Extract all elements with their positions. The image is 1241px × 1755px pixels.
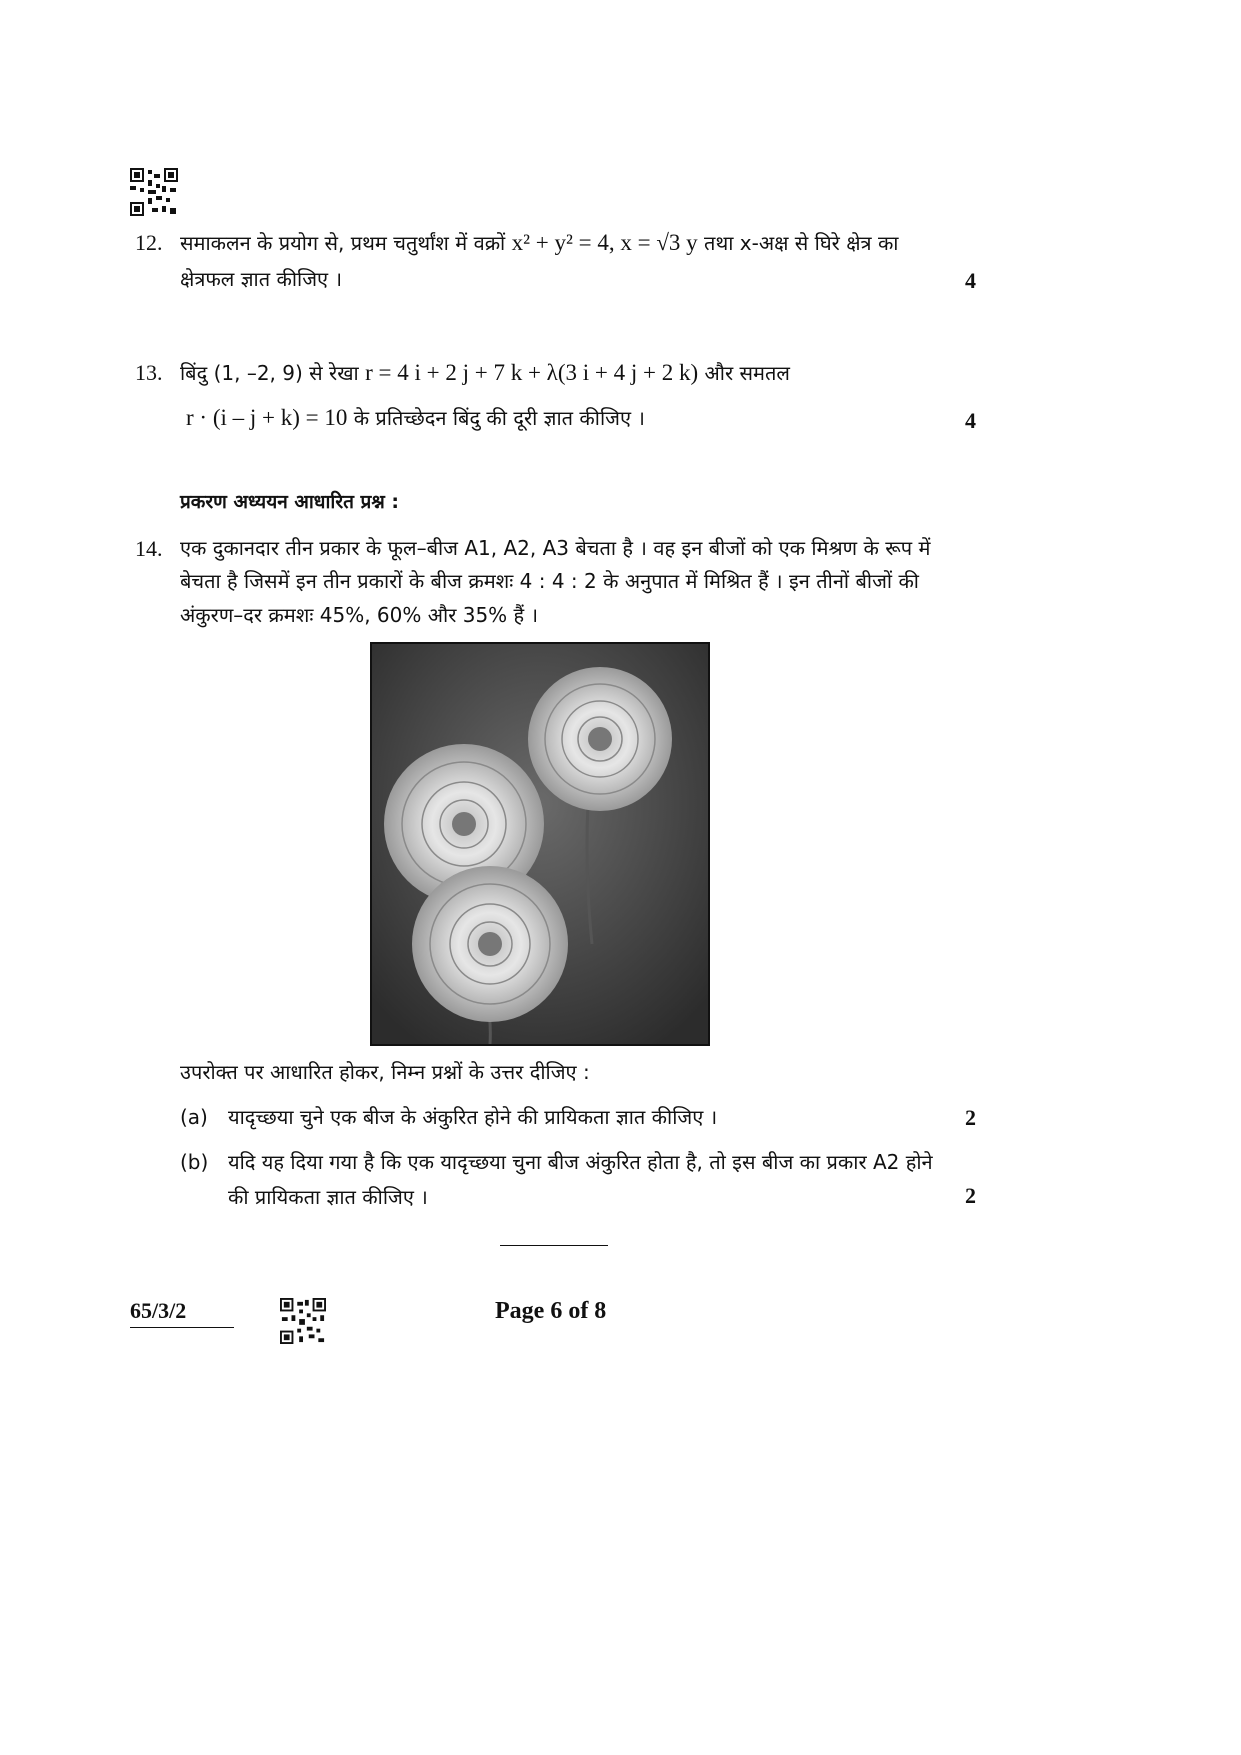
question-12-number: 12. [135,230,163,255]
question-14-line3: अंकुरण–दर क्रमशः 45%, 60% और 35% हैं । [180,603,539,627]
question-14-number: 14. [135,536,163,561]
part-a-text: यादृच्छया चुने एक बीज के अंकुरित होने की प्रायिकता ज्ञात कीजिए । [228,1105,718,1129]
question-13-line1 [180,358,790,388]
question-12-tail: तथा x-अक्ष से घिरे क्षेत्र का [704,231,899,255]
question-14-line1: एक दुकानदार तीन प्रकार के फूल–बीज A1, A2, A3 बेचता है । वह इन बीजों को एक मिश्रण के रूप में [180,536,931,560]
page-number: Page 6 of 8 [495,1298,607,1324]
question-13-number: 13. [135,360,163,385]
question-12-math: x² + y² = 4, x = √3 y [511,230,698,255]
qr-code-icon [130,168,178,216]
question-13-vector-equation: r = 4 i + 2 j + 7 k + λ(3 i + 4 j + 2 k) [365,360,699,385]
dahlia-flowers-photo [370,642,710,1046]
section-heading: प्रकरण अध्ययन आधारित प्रश्न : [180,491,400,513]
question-13-text: बिंदु (1, –2, 9) से रेखा [180,361,359,385]
question-13-plane-equation: r · (i – j + k) = 10 [186,405,348,430]
part-b-line1: यदि यह दिया गया है कि एक यादृच्छया चुना बीज अंकुरित होता है, तो इस बीज का प्रकार A2 होने [228,1150,933,1174]
part-a-label: (a) [180,1105,208,1129]
question-13-line2 [186,403,645,433]
paper-code-underline [130,1327,234,1328]
question-12-line2: क्षेत्रफल ज्ञात कीजिए । [180,267,343,291]
part-a-marks: 2 [965,1105,976,1130]
end-separator [500,1245,608,1246]
question-14-instruction: उपरोक्त पर आधारित होकर, निम्न प्रश्नों के उत्तर दीजिए : [180,1060,590,1084]
question-12-marks: 4 [965,268,976,293]
question-13-line2-tail: के प्रतिच्छेदन बिंदु की दूरी ज्ञात कीजिए । [353,406,645,430]
paper-code: 65/3/2 [130,1298,187,1323]
question-14-line2: बेचता है जिसमें इन तीन प्रकारों के बीज क्रमशः 4 : 4 : 2 के अनुपात में मिश्रित हैं । इन तीनों बीजों की [180,569,919,593]
part-b-line2: की प्रायिकता ज्ञात कीजिए । [228,1185,428,1209]
question-13-tail: और समतल [704,361,790,385]
question-13-marks: 4 [965,408,976,433]
question-12-line1 [180,228,899,258]
part-b-marks: 2 [965,1183,976,1208]
qr-code-icon [280,1298,326,1344]
part-b-label: (b) [180,1150,209,1174]
question-12-text: समाकलन के प्रयोग से, प्रथम चतुर्थांश में वक्रों [180,231,506,255]
